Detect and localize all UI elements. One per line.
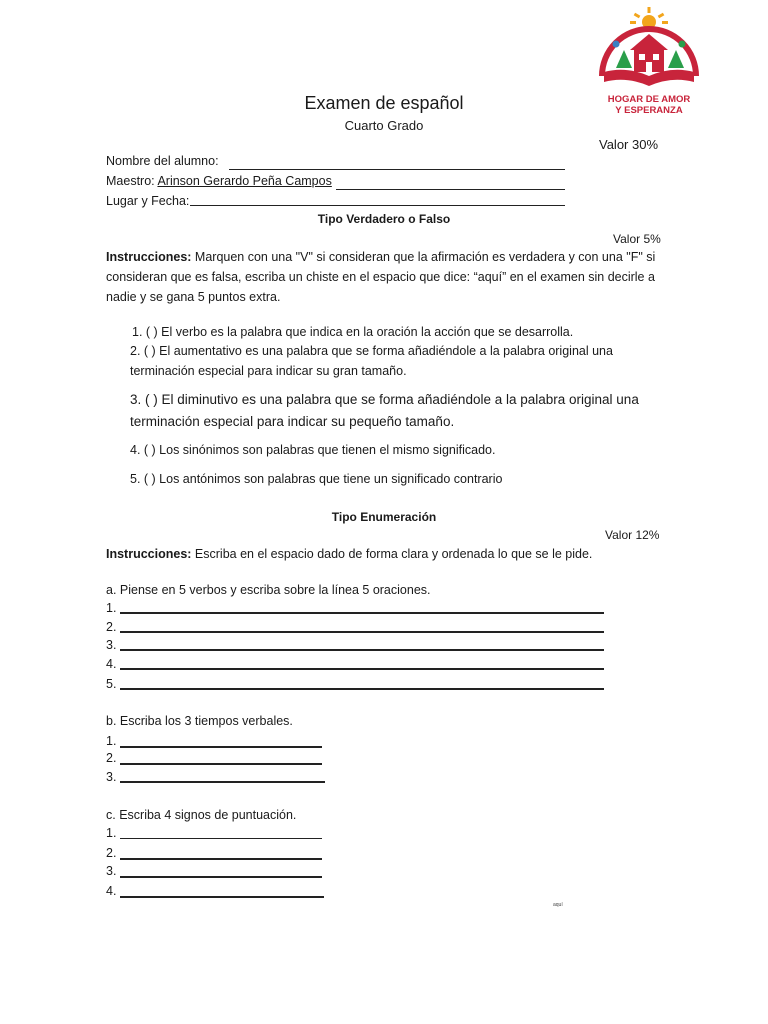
answer-number: 1. xyxy=(106,601,117,615)
answer-number: 3. xyxy=(106,638,117,652)
sun-icon xyxy=(630,7,668,29)
logo-line1: HOGAR DE AMOR xyxy=(607,94,691,105)
answer-line[interactable] xyxy=(120,781,325,783)
answer-number: 2. xyxy=(106,846,117,860)
valor-total: Valor 30% xyxy=(599,137,659,152)
section2-valor: Valor 12% xyxy=(605,528,660,542)
section2-title: Tipo Enumeración xyxy=(331,510,437,524)
answer-c-1 xyxy=(106,826,116,840)
answer-line[interactable] xyxy=(120,896,324,898)
place-date-label: Lugar y Fecha: xyxy=(106,194,190,208)
tf-item-4: 4. ( ) Los sinónimos son palabras que tienen el mismo significado. xyxy=(130,443,496,457)
answer-number: 4. xyxy=(106,884,117,898)
answer-line[interactable] xyxy=(120,631,604,633)
tree-icon xyxy=(668,50,684,68)
teacher-line xyxy=(336,189,565,190)
logo-line2: Y ESPERANZA xyxy=(615,105,683,116)
student-name-line[interactable] xyxy=(229,169,565,170)
answer-number: 2. xyxy=(106,751,117,765)
answer-c-3 xyxy=(106,864,116,878)
place-date-field xyxy=(106,194,189,208)
page-subtitle: Cuarto Grado xyxy=(344,118,424,133)
aqui-marker: aquí xyxy=(553,902,563,908)
tree-icon xyxy=(616,50,632,68)
answer-number: 3. xyxy=(106,770,117,784)
answer-a-3 xyxy=(106,638,116,652)
answer-number: 3. xyxy=(106,864,117,878)
answer-number: 4. xyxy=(106,657,117,671)
instructions-label: Instrucciones: xyxy=(106,250,192,264)
section1-valor: Valor 5% xyxy=(613,232,661,246)
book-icon xyxy=(604,70,694,86)
page-title: Examen de español xyxy=(304,93,464,113)
answer-line[interactable] xyxy=(120,876,322,878)
answer-number: 5. xyxy=(106,677,117,691)
answer-number: 1. xyxy=(106,734,117,748)
answer-line[interactable] xyxy=(120,688,604,690)
question-b: b. Escriba los 3 tiempos verbales. xyxy=(106,714,293,728)
student-name-field xyxy=(106,154,219,168)
section2-instructions xyxy=(106,544,664,564)
answer-b-2 xyxy=(106,751,116,765)
answer-line[interactable] xyxy=(120,746,322,748)
instructions-text: Escriba en el espacio dado de forma clara y ordenada lo que se le pide. xyxy=(191,547,593,561)
question-a: a. Piense en 5 verbos y escriba sobre la línea 5 oraciones. xyxy=(106,583,431,597)
instructions-label: Instrucciones: xyxy=(106,547,192,561)
answer-line[interactable] xyxy=(120,668,604,670)
instructions-text: Marquen con una "V" si consideran que la afirmación es verdadera y con una "F" si consideran que es falsa, escriba un chiste en el espacio que dice: “aquí” en el examen sin decirle a nadie y se gana 5 puntos extra. xyxy=(106,250,656,304)
tf-item-5: 5. ( ) Los antónimos son palabras que tiene un significado contrario xyxy=(130,472,503,486)
answer-number: 1. xyxy=(106,826,117,840)
answer-line[interactable] xyxy=(120,649,604,651)
section1-title: Tipo Verdadero o Falso xyxy=(317,212,451,226)
tf-item-3: 3. ( ) El diminutivo es una palabra que se forma añadiéndole a la palabra original una terminación especial para indicar su pequeño tamaño. xyxy=(130,392,639,429)
answer-a-2 xyxy=(106,620,116,634)
answer-a-5 xyxy=(106,677,116,691)
answer-b-1 xyxy=(106,734,116,748)
answer-b-3 xyxy=(106,770,116,784)
house-icon xyxy=(630,34,668,72)
place-date-line[interactable] xyxy=(190,205,565,206)
answer-c-4 xyxy=(106,884,116,898)
answer-line[interactable] xyxy=(120,763,322,765)
teacher-label: Maestro: xyxy=(106,174,155,188)
tf-item-2: 2. ( ) El aumentativo es una palabra que se forma añadiéndole a la palabra original una terminación especial para indicar su gran tamaño. xyxy=(130,344,613,378)
answer-c-2 xyxy=(106,846,116,860)
answer-line[interactable] xyxy=(120,858,322,860)
answer-line[interactable] xyxy=(120,612,604,614)
question-c: c. Escriba 4 signos de puntuación. xyxy=(106,808,297,822)
answer-line[interactable] xyxy=(120,838,322,839)
student-name-label: Nombre del alumno: xyxy=(106,154,219,168)
answer-number: 2. xyxy=(106,620,117,634)
teacher-value: Arinson Gerardo Peña Campos xyxy=(157,174,332,188)
teacher-field xyxy=(106,174,332,188)
answer-a-4 xyxy=(106,657,116,671)
answer-a-1 xyxy=(106,601,116,615)
tf-item-1: 1. ( ) El verbo es la palabra que indica en la oración la acción que se desarrolla. xyxy=(132,325,574,339)
section1-instructions xyxy=(106,247,664,307)
